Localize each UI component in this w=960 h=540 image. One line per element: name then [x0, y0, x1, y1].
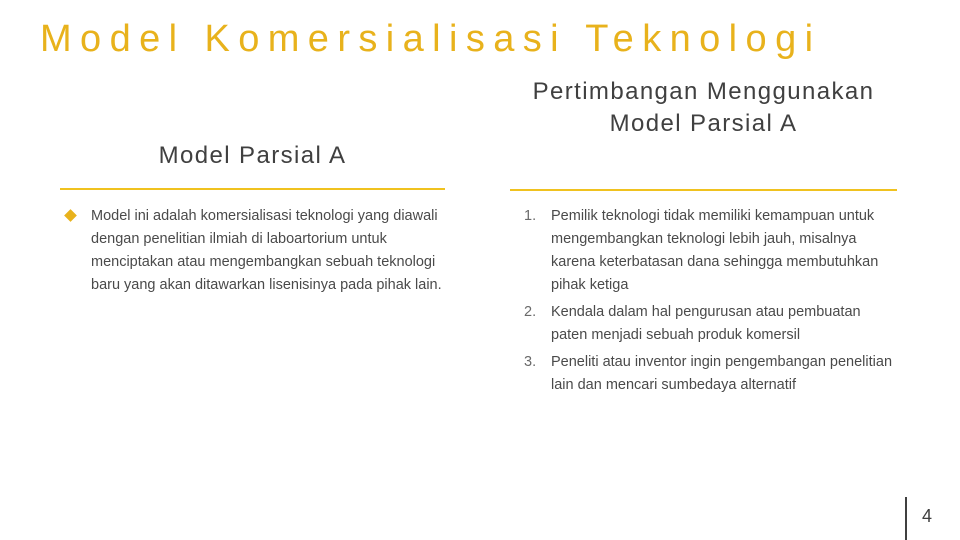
page-number: 4	[922, 506, 933, 526]
right-divider	[510, 189, 897, 191]
list-item-number: 3.	[524, 354, 537, 370]
bullet-text: Model ini adalah komersialisasi teknologi yang diawali dengan penelitian ilmiah di laboartorium untuk menciptakan atau mengembangkan sebuah teknologi baru yang akan ditawarkan lisenisinya pada pihak lain.	[91, 208, 442, 293]
considerations-list	[520, 205, 900, 401]
list-item-number: 2.	[524, 304, 537, 320]
slide-title: Model Komersialisasi Teknologi	[40, 18, 822, 60]
right-column-heading: Pertimbangan Menggunakan Model Parsial A	[532, 78, 875, 137]
list-item-text: Kendala dalam hal pengurusan atau pembuatan paten menjadi sebuah produk komersil	[551, 304, 861, 343]
diamond-icon	[64, 209, 77, 222]
list-item-text: Pemilik teknologi tidak memiliki kemampuan untuk mengembangkan teknologi lebih jauh, misalnya karena keterbatasan dana sehingga membutuhkan pihak ketiga	[551, 208, 879, 293]
list-item-number: 1.	[524, 208, 537, 224]
list-item-text: Peneliti atau inventor ingin pengembangan penelitian lain dan mencari sumbedaya alternatif	[551, 354, 893, 393]
left-divider	[60, 188, 445, 190]
list-item	[520, 351, 900, 397]
list-item	[520, 205, 900, 297]
left-column-heading: Model Parsial A	[158, 142, 347, 169]
left-column-body	[66, 205, 446, 297]
bullet-item	[66, 205, 446, 297]
list-item	[520, 301, 900, 347]
page-number-bar	[905, 497, 907, 540]
